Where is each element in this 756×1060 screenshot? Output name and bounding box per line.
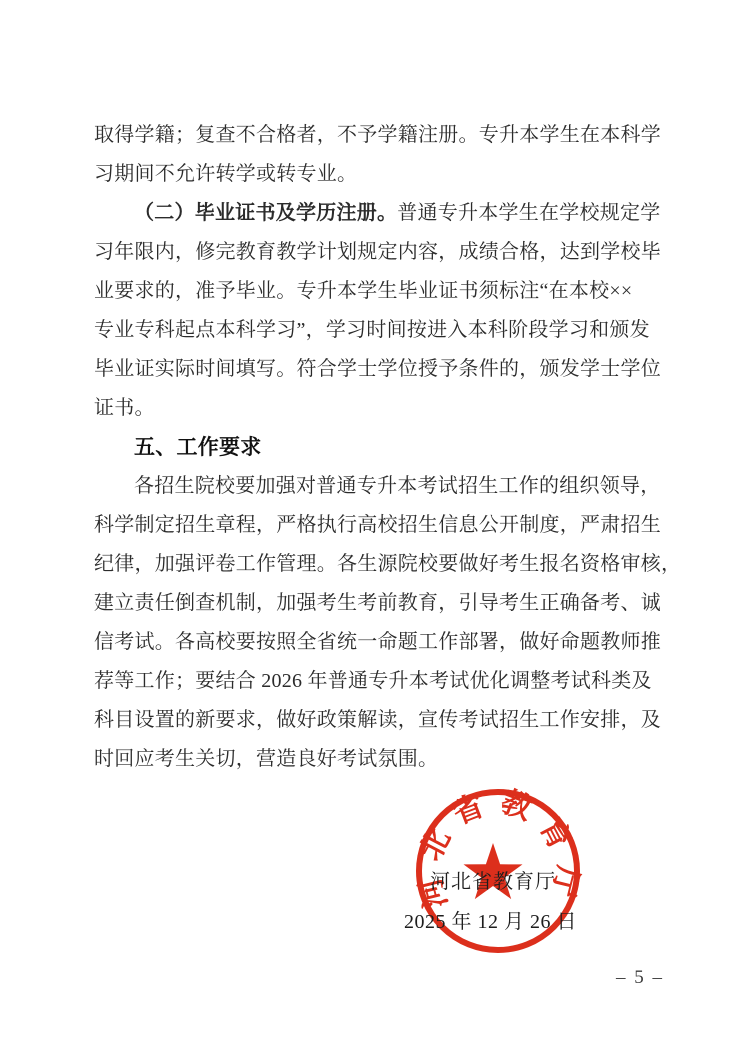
line-text: 普通专升本学生在学校规定学: [397, 202, 661, 224]
document-line: [94, 350, 664, 389]
document-line: [94, 506, 664, 545]
line-text: 毕业证实际时间填写。符合学士学位授予条件的，颁发学士学位: [94, 358, 661, 380]
line-text: 科目设置的新要求，做好政策解读，宣传考试招生工作安排，及: [94, 709, 661, 731]
line-text: 各招生院校要加强对普通专升本考试招生工作的组织领导，: [134, 475, 661, 497]
document-line: [94, 272, 664, 311]
line-bold-lead: （二）毕业证书及学历注册。: [134, 202, 398, 224]
document-line: [94, 233, 664, 272]
line-text: 纪律，加强评卷工作管理。各生源院校要做好考生报名资格审核，: [94, 553, 682, 575]
document-line: [94, 584, 664, 623]
line-text: 时回应考生关切，营造良好考试氛围。: [94, 748, 439, 770]
line-text: 专业专科起点本科学习”，学习时间按进入本科阶段学习和颁发: [94, 319, 650, 341]
document-line: [94, 311, 664, 350]
document-line: [94, 740, 664, 779]
document-line: [94, 701, 664, 740]
document-line: [94, 467, 664, 506]
document-line: [94, 545, 682, 584]
document-line: [94, 116, 664, 155]
line-text: 证书。: [94, 397, 155, 419]
line-text: 科学制定招生章程，严格执行高校招生信息公开制度，严肃招生: [94, 514, 661, 536]
line-text: 信考试。各高校要按照全省统一命题工作部署，做好命题教师推: [94, 631, 661, 653]
document-body: [94, 116, 682, 779]
document-line: [94, 155, 664, 194]
line-text: 五、工作要求: [134, 436, 262, 459]
line-text: 建立责任倒查机制，加强考生考前教育，引导考生正确备考、诚: [94, 592, 661, 614]
document-line: [94, 194, 664, 233]
line-text: 习年限内，修完教育教学计划规定内容，成绩合格，达到学校毕: [94, 241, 661, 263]
document-line: [94, 662, 664, 701]
line-text: 荐等工作；要结合 2026 年普通专升本考试优化调整考试科类及: [94, 670, 652, 692]
page-number: – 5 –: [616, 967, 664, 988]
issuing-authority: 河北省教育厅: [430, 871, 556, 893]
issue-date: 2025 年 12 月 26 日: [404, 911, 577, 933]
document-line: [94, 623, 664, 662]
seal-arc-text: 河北省教育厅: [411, 785, 585, 912]
section-heading: [94, 428, 664, 467]
line-text: 习期间不允许转学或转专业。: [94, 163, 358, 185]
document-line: [94, 389, 664, 428]
line-text: 取得学籍；复查不合格者，不予学籍注册。专升本学生在本科学: [94, 124, 661, 146]
line-text: 业要求的，准予毕业。专升本学生毕业证书须标注“在本校××: [94, 280, 633, 302]
